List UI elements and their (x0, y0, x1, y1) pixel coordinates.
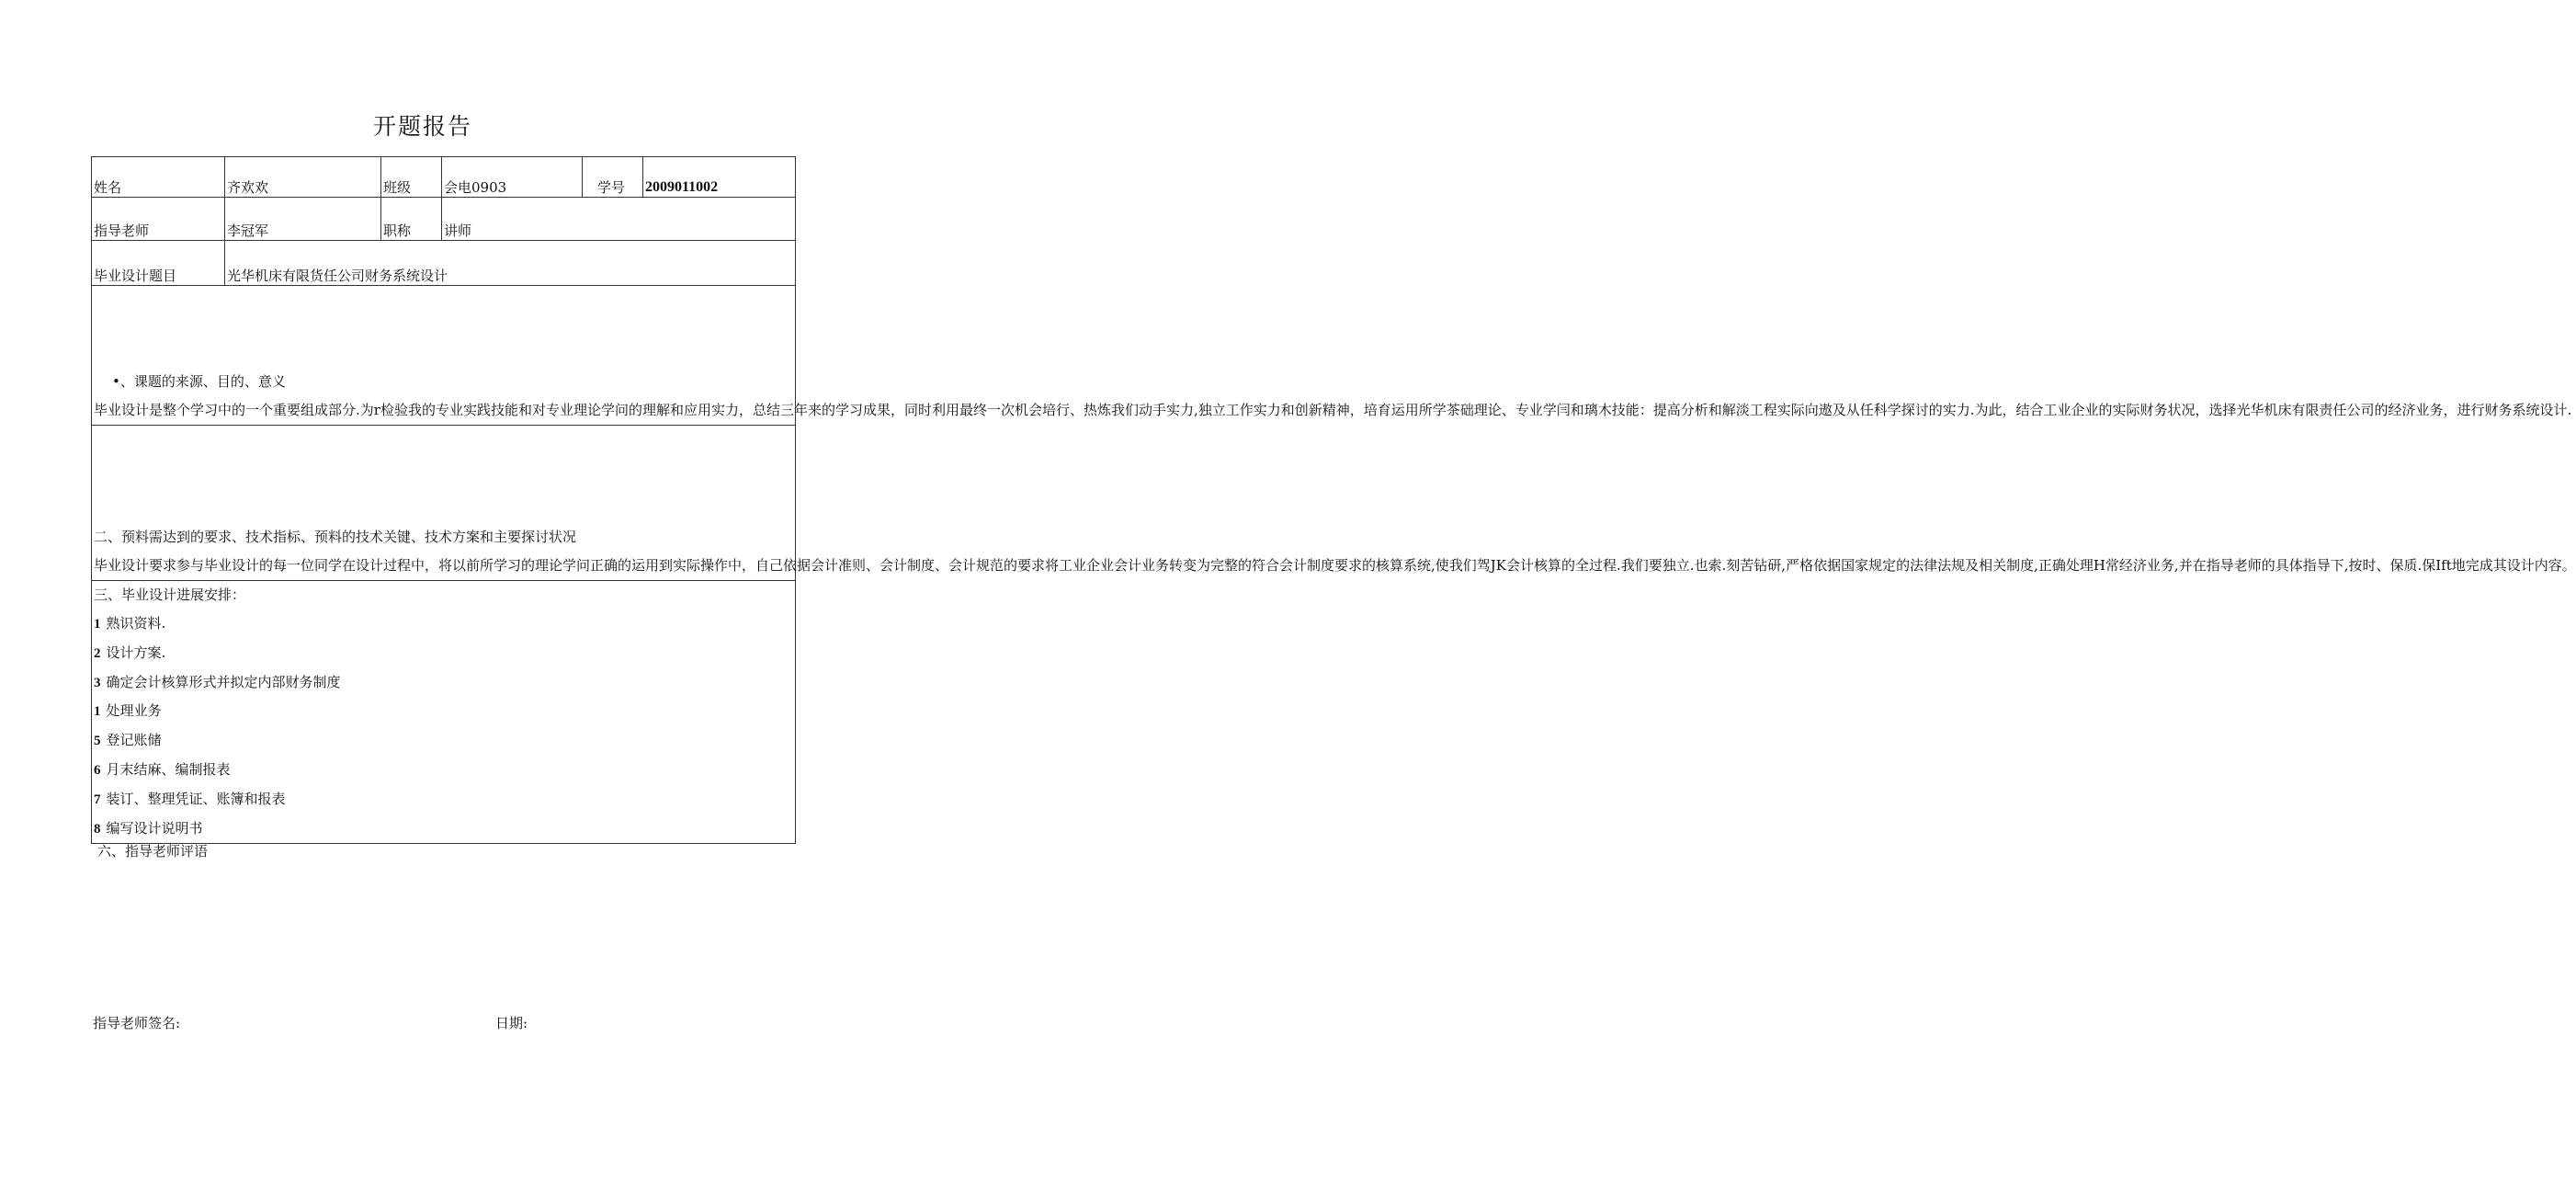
class-label: 班级 (381, 157, 442, 198)
student-id-label: 学号 (583, 157, 643, 198)
schedule-list (94, 609, 795, 843)
schedule-item-number: 7 (94, 792, 101, 807)
advisor-value[interactable]: 李冠军 (225, 198, 381, 241)
schedule-item-text: 月末结麻、编制报表 (106, 760, 231, 778)
topic-value[interactable]: 光华机床有限货任公司财务系统设计 (225, 241, 796, 286)
schedule-item (94, 668, 795, 698)
name-value[interactable]: 齐欢欢 (225, 157, 381, 198)
schedule-item-number: 2 (94, 645, 101, 661)
schedule-item-text: 编写设计说明书 (106, 819, 203, 837)
date-label: 日期: (495, 1015, 528, 1031)
advisor-signature-label: 指导老师签名: (93, 1015, 181, 1031)
page-title: 开题报告 (372, 113, 472, 140)
schedule-item-number: 6 (94, 762, 101, 778)
schedule-item (94, 814, 795, 844)
section2-body: 毕业设计要求参与毕业设计的每一位同学在设计过程中，将以前所学习的理论学问正确的运用到实际操作中，自己依据会计准则、会计制度、会计规范的要求将工业企业会计业务转变为完整的符合会计制度要求的核算系统,使我们驾JK会计核算的全过程.我们要独立.也索.刻苦钻研,严格依据国家规定的法律法规及相关制度,正确处理H常经济业务,并在指导老师的具体指导下,按时、保质.保Ift地完成其设计内容。 (94, 557, 2576, 574)
schedule-item-text: 确定会计核算形式并拟定内部财务制度 (106, 673, 341, 690)
name-label: 姓名 (92, 157, 225, 198)
schedule-item-text: 处理业务 (106, 702, 162, 720)
section2-row (92, 426, 796, 581)
schedule-item (94, 697, 795, 726)
schedule-item (94, 785, 795, 814)
rank-label: 职称 (381, 198, 442, 241)
schedule-item-text: 设计方案. (106, 644, 166, 661)
student-id-value[interactable]: 2009011002 (643, 157, 796, 198)
schedule-item-number: 1 (94, 704, 101, 720)
schedule-item-number: 8 (94, 821, 101, 837)
section1-body: 毕业设计是整个学习中的一个重要组成部分.为r检验我的专业实践技能和对专业理论学问的理解和应用实力，总结三年来的学习成果，同时利用最终一次机会培行、热炼我们动手实力,独立工作实力和创新精神，培育运用所学茶础理论、专业学闫和璃木技能：提高分析和解淡工程实际向遨及从任科学探讨的实力.为此，结合工业企业的实际财务状况，选择光华机床有限责任公司的经济业务，进行财务系统设计. (94, 402, 2572, 418)
schedule-item-text: 登记账储 (106, 732, 162, 749)
schedule-item (94, 756, 795, 785)
rank-value[interactable]: 讲师 (442, 198, 796, 241)
section3-heading: 三、毕业设计进展安排： (94, 587, 246, 603)
section1-row (92, 286, 796, 426)
schedule-item-number: 1 (94, 617, 101, 632)
advisor-label: 指导老师 (92, 198, 225, 241)
schedule-item-number: 3 (94, 675, 101, 690)
section3-row (92, 581, 796, 844)
section1-heading: •、课题的来源、目的、意义 (112, 373, 286, 390)
schedule-item-number: 5 (94, 734, 101, 749)
class-value[interactable] (442, 157, 583, 198)
schedule-item-text: 熟识资料. (106, 615, 166, 632)
info-row-2 (92, 198, 796, 241)
schedule-item (94, 639, 795, 668)
schedule-item (94, 609, 795, 639)
info-row-1 (92, 157, 796, 198)
topic-row (92, 241, 796, 286)
section2-heading: 二、预料需达到的要求、技术指标、预料的技术关键、技术方案和主要探讨状况 (94, 529, 577, 545)
class-value-text: 会电0903 (444, 179, 507, 196)
topic-label: 毕业设计题目 (92, 241, 225, 286)
advisor-comment-heading: 六、指导老师评语 (97, 843, 209, 860)
schedule-item (94, 726, 795, 756)
proposal-form (91, 156, 2576, 844)
schedule-item-text: 装订、整理凭证、账簿和报表 (106, 790, 286, 807)
